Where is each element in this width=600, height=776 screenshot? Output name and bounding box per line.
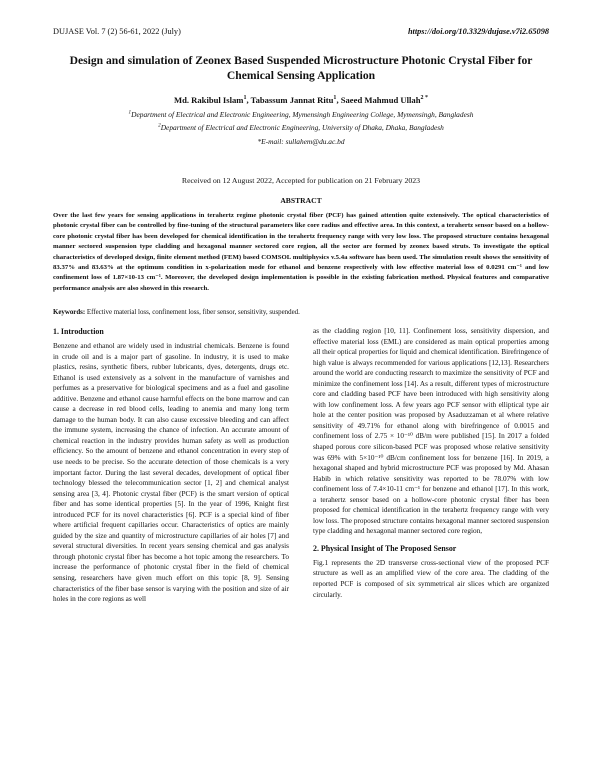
author-list: Md. Rakibul Islam$^1$, Tabassum Jannat Ritu$^1$, Saeed Mahmud Ullah$^{2 *}$	[173, 95, 429, 105]
affiliation-1: $^1$Department of Electrical and Electronic Engineering, Mymensingh Engineering College, Mymensingh, Bangladesh	[128, 109, 474, 119]
doi-link[interactable]: https://doi.org/10.3329/dujase.v7i2.65098	[407, 27, 549, 36]
left-column	[53, 326, 289, 605]
section-heading-introduction: 1. Introduction	[53, 327, 104, 336]
running-header	[53, 27, 549, 37]
author-1-affil: 1	[243, 95, 247, 102]
introduction-paragraph-continued: as the cladding region [10, 11]. Confinement loss, sensitivity dispersion, and effective material loss (EML) are considered as main optical properties among all their optical properties for liquid and chemical identification. Birefringence of high value is always recommended for various applications [12,13]. Researchers around the world are conducting research to maximize the sensitivity of PCF and minimize the confinement loss [14]. As a result, different types of microstructure core and cladding based PCF have been introduced with high sensitivity along with low confinement loss. A few years ago PCF sensor with elliptical type air hole at the center position was proposed by Asaduzzaman et al where relative sensitivity of 49.71% for ethanol along with birefringence of 0.0015 and confinement loss of 2.75 × 10⁻¹⁰ dB/m were published [15]. In 2017 a folded shaped porous core silicon-based PCF was proposed whose relative sensitivity was 69% with 5×10⁻¹⁰ dB/cm confinement loss for benzene [16]. In 2019, a hexagonal shaped and hybrid microstructure PCF was proposed by Md. Ahasan Habib in which relative sensitivity was reported to be 78.07% with low confinement loss of 7.4×10-11 cm⁻¹ for benzene and ethanol [17]. In this work, a terahertz sensor based on a hollow-core photonic crystal fiber has been proposed for chemical identification in the terahertz frequency range with very low loss. The proposed structure contains hexagonal manner sectored suspension type cladding and hexagonal manner sectored core region,	[313, 327, 549, 536]
author-3-affil: 2 *	[420, 95, 429, 102]
keywords	[53, 308, 549, 318]
affiliation-2: $^2$Department of Electrical and Electronic Engineering, University of Dhaka, Dhaka, Bangladesh	[158, 122, 444, 132]
keywords-label: Keywords:	[53, 309, 86, 316]
author-3: Saeed Mahmud Ullah	[340, 95, 421, 105]
physical-insight-paragraph: Fig.1 represents the 2D transverse cross-sectional view of the proposed PCF structure as well as an amplified view of the core area. The cladding of the reported PCF is composed of six symmetrical air slices which are organized circularly.	[313, 558, 549, 599]
abstract-heading: ABSTRACT	[280, 196, 322, 205]
section-heading-physical-insight: 2. Physical Insight of The Proposed Sensor	[313, 543, 457, 553]
introduction-paragraph: Benzene and ethanol are widely used in industrial chemicals. Benzene is found in crude oil and is a major part of gasoline. In industry, it is used to make plastics, resins, synthetic fibers, rubber lubricants, dyes, detergents, drugs etc. Ethanol is used extensively as a solvent in the manufacture of varnishes and perfumes as a preservative for biological specimens and as a fuel and gasoline additive. Benzene and ethanol cause harmful effects on the bone marrow and can cause a decrease in red blood cells, leading to anemia and many long term damage to the human body. It can also cause excessive bleeding and can affect the immune system, increasing the chance of infection. An accurate amount of chemical reaction in the industry provides human safety as well as production efficiency. So the amount of benzene and ethanol concentration in every step of use needs to be precise. So the accurate detection of those chemicals is a very important factor. During the last several decades, development of optical fiber technology blessed the telecommunication sector [1, 2] and chemical analyst sensing area [3, 4]. Photonic crystal fiber (PCF) is the smart version of optical fiber and has some identical properties [5]. In the year of 1996, Knight first introduced PCF for its novel characteristics [6]. PCF is a special kind of fiber where artificial frequent capillaries occur. Characteristics of optics are mainly guided by the size and quantity of microstructure capillaries of air holes [7] and several structural diversities. In recent years sensing chemical and gas analysis through photonic crystal fiber has become a hot topic among the researchers. To increase the performance of photonic crystal fiber in the field of chemical sensing, researchers have given much effort on this topic [8, 9]. Sensing characteristics of the fiber base sensor is varying with the position and size of air holes in the core regions as well	[53, 342, 289, 604]
keywords-text: Effective material loss, confinement loss, fiber sensor, sensitivity, suspended.	[86, 309, 300, 316]
abstract-text: Over the last few years for sensing applications in terahertz regime photonic crystal fiber (PCF) has gained attention quite extensively. The optical characteristics of photonic crystal fiber can be controlled by fine-tuning of the structural parameters like core radius and effective area. In this context, a terahertz sensor based on a hollow-core photonic crystal fiber has been developed for chemical identification in the terahertz frequency range with very low loss. The proposed structure contains hexagonal manner sectored suspension type cladding and hexagonal manner sectored core region, all the sector are formed by zeonex based struts. To investigate the optical characteristics of developed design, finite element method (FEM) based COMSOL multiphysics v.5.4a software has been used. The simulation result shows the sensitivity of 83.37% and 83.63% at the optimum condition in x-polarization mode for ethanol and benzene respectively with low effective material loss of 0.0291 cm⁻¹ and low confinement loss of 1.87×10-13 cm⁻¹. Moreover, the developed design implementation is possible in the existing fabrication method. Physical features and comparative performance analysis are also showed in this research.	[53, 212, 549, 292]
author-1: Md. Rakibul Islam	[173, 95, 244, 105]
right-column	[313, 326, 549, 600]
corresponding-email[interactable]: *E-mail: sullahem@du.ac.bd	[257, 137, 345, 146]
paper-title: Design and simulation of Zeonex Based Suspended Microstructure Photonic Crystal Fiber for Chemical Sensing Application	[69, 54, 533, 82]
author-2-affil: 1	[333, 95, 337, 102]
author-2: Tabassum Jannat Ritu	[250, 95, 334, 105]
journal-citation: DUJASE Vol. 7 (2) 56-61, 2022 (July)	[53, 27, 181, 36]
received-dates: Received on 12 August 2022, Accepted for publication on 21 February 2023	[181, 176, 421, 185]
